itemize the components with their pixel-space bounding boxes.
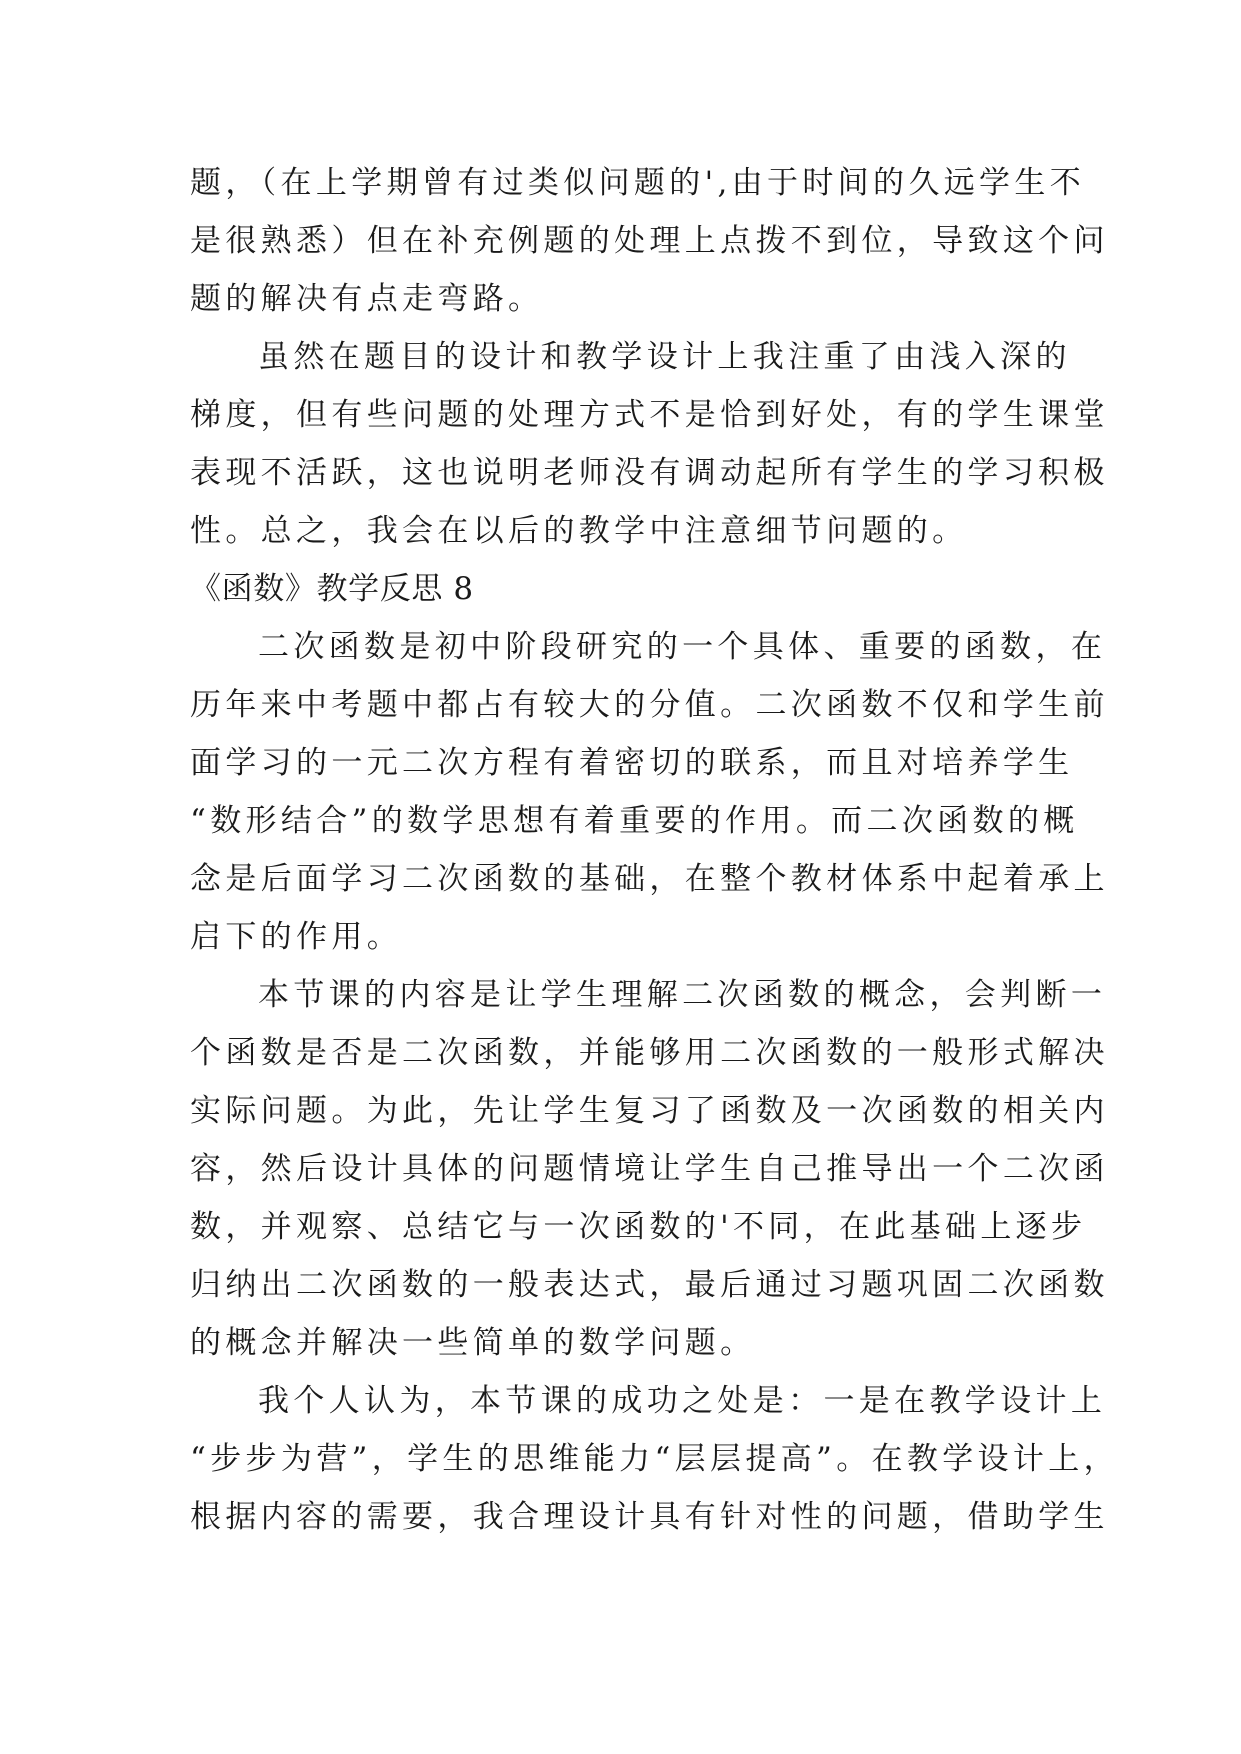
text-line: 本节课的内容是让学生理解二次函数的概念，会判断一 <box>258 977 1107 1013</box>
text-line: 梯度，但有些问题的处理方式不是恰到好处，有的学生课堂 <box>190 397 1109 433</box>
text-line: 容，然后设计具体的问题情境让学生自己推导出一个二次函 <box>190 1151 1109 1187</box>
text-line: 数，并观察、总结它与一次函数的'不同，在此基础上逐步 <box>190 1209 1087 1245</box>
text-line: 历年来中考题中都占有较大的分值。二次函数不仅和学生前 <box>190 687 1109 723</box>
text-line: 的概念并解决一些简单的数学问题。 <box>190 1325 756 1361</box>
text-line: 虽然在题目的设计和教学设计上我注重了由浅入深的 <box>258 339 1071 375</box>
text-line: 根据内容的需要，我合理设计具有针对性的问题，借助学生 <box>190 1499 1109 1535</box>
text-line: 二次函数是初中阶段研究的一个具体、重要的函数，在 <box>258 629 1107 665</box>
text-line: 启下的作用。 <box>190 919 403 955</box>
document-body <box>190 154 1119 1546</box>
text-line: 个函数是否是二次函数，并能够用二次函数的一般形式解决 <box>190 1035 1109 1071</box>
text-line: 表现不活跃，这也说明老师没有调动起所有学生的学习积极 <box>190 455 1109 491</box>
text-line: 题的解决有点走弯路。 <box>190 281 544 317</box>
text-line: 面学习的一元二次方程有着密切的联系，而且对培养学生 <box>190 745 1074 781</box>
text-line: 题，（在上学期曾有过类似问题的',由于时间的久远学生不 <box>190 165 1086 201</box>
text-line: 实际问题。为此，先让学生复习了函数及一次函数的相关内 <box>190 1093 1109 1129</box>
section-heading: 《函数》教学反思 8 <box>190 571 474 607</box>
text-line: “步步为营”，学生的思维能力“层层提高”。在教学设计上， <box>190 1441 1119 1477</box>
text-line: “数形结合”的数学思想有着重要的作用。而二次函数的概 <box>190 803 1079 839</box>
text-line: 念是后面学习二次函数的基础，在整个教材体系中起着承上 <box>190 861 1109 897</box>
text-line: 是很熟悉）但在补充例题的处理上点拨不到位，导致这个问 <box>190 223 1109 259</box>
text-line: 性。总之，我会在以后的教学中注意细节问题的。 <box>190 513 968 549</box>
text-line: 我个人认为，本节课的成功之处是：一是在教学设计上 <box>258 1383 1107 1419</box>
text-line: 归纳出二次函数的一般表达式，最后通过习题巩固二次函数 <box>190 1267 1109 1303</box>
